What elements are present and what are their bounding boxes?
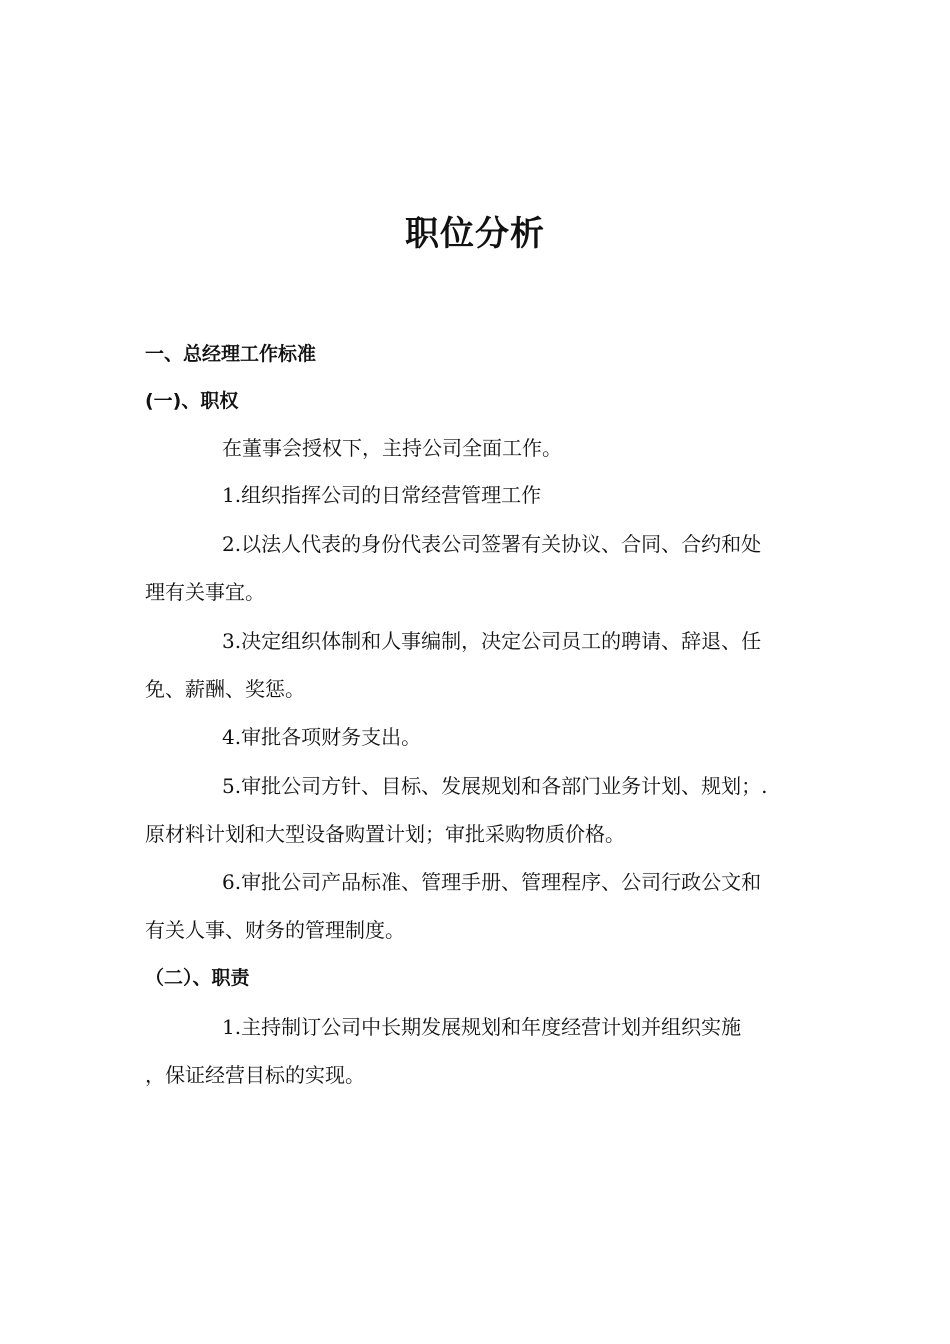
authority-item-5-line-1: 5.审批公司方针、目标、发展规划和各部门业务计划、规划；. <box>222 774 768 798</box>
subsection-heading-authority: (一)、职权 <box>145 390 239 412</box>
subsection-heading-duties: （二）、职责 <box>145 967 250 989</box>
authority-item-2-line-2: 理有关事宜。 <box>145 580 265 604</box>
authority-item-6-line-1: 6.审批公司产品标准、管理手册、管理程序、公司行政公文和 <box>222 870 762 894</box>
authority-item-3-line-2: 免、薪酬、奖惩。 <box>145 677 305 701</box>
authority-item-3-line-1: 3.决定组织体制和人事编制，决定公司员工的聘请、辞退、任 <box>222 629 762 653</box>
authority-intro: 在董事会授权下，主持公司全面工作。 <box>222 436 562 460</box>
authority-item-1: 1.组织指挥公司的日常经营管理工作 <box>222 483 542 507</box>
authority-item-2-line-1: 2.以法人代表的身份代表公司签署有关协议、合同、合约和处 <box>222 532 762 556</box>
page-title: 职位分析 <box>405 214 545 254</box>
authority-item-4: 4.审批各项财务支出。 <box>222 725 422 749</box>
duties-item-1-line-1: 1.主持制订公司中长期发展规划和年度经营计划并组织实施 <box>222 1015 742 1039</box>
duties-item-1-line-2: ，保证经营目标的实现。 <box>145 1063 365 1087</box>
authority-item-6-line-2: 有关人事、财务的管理制度。 <box>145 918 405 942</box>
authority-item-5-line-2: 原材料计划和大型设备购置计划；审批采购物质价格。 <box>145 822 625 846</box>
section-heading-general-manager: 一、总经理工作标准 <box>145 343 317 365</box>
